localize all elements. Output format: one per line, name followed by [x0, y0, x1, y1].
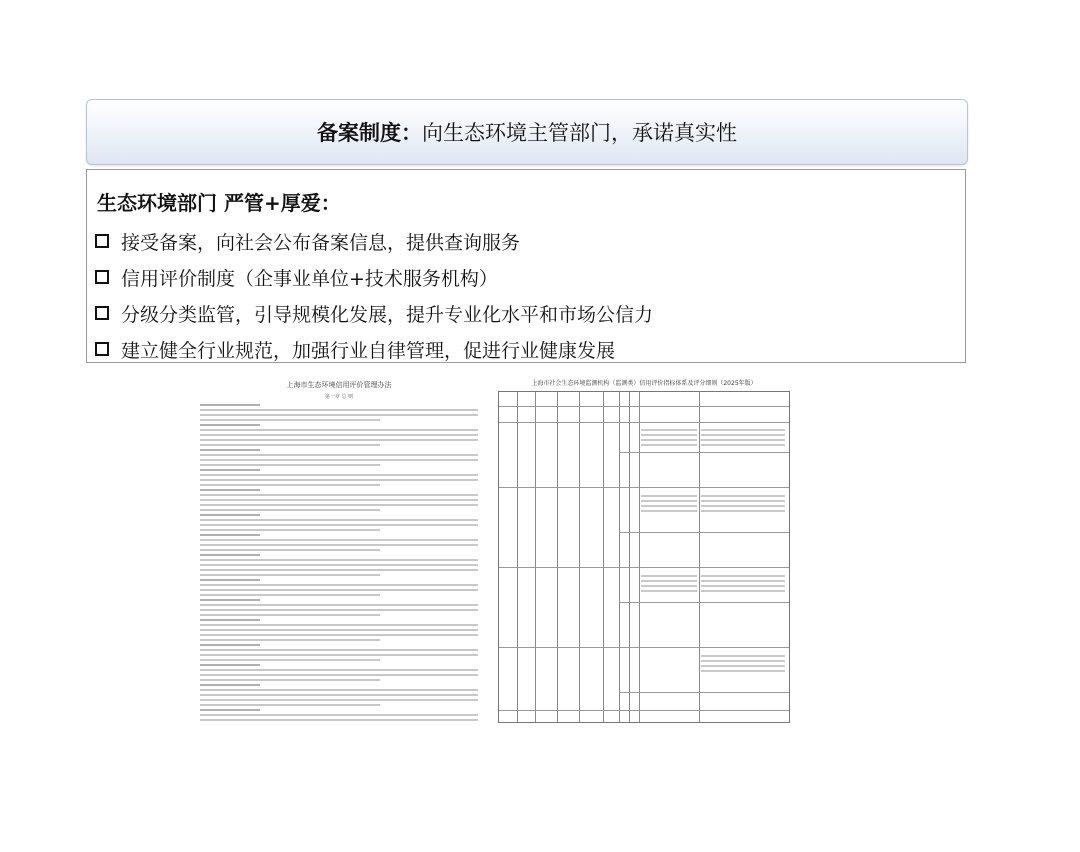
table-text-line — [701, 585, 785, 587]
document-text-line — [200, 469, 260, 471]
document-chapter: 第一章 总 则 — [324, 394, 354, 400]
table-text-line — [641, 590, 697, 592]
document-text-line — [200, 574, 380, 576]
document-text-line — [200, 434, 478, 436]
document-text-line — [200, 464, 380, 466]
banner-title-rest: 向生态环境主管部门，承诺真实性 — [422, 121, 737, 145]
table-row-line — [499, 487, 789, 488]
document-text-line — [200, 424, 260, 426]
document-text-line — [200, 654, 478, 656]
document-text-line — [200, 484, 380, 486]
document-text-line — [200, 569, 478, 571]
table-row-line — [499, 406, 789, 407]
document-text-line — [200, 449, 260, 451]
table-column-line — [535, 392, 536, 722]
table-column-line — [557, 392, 558, 722]
document-body — [196, 404, 482, 721]
document-text-line — [200, 609, 478, 611]
document-text-line — [200, 504, 478, 506]
table-text-line — [701, 495, 785, 497]
document-text-line — [200, 639, 380, 641]
table-text-line — [701, 505, 785, 507]
document-text-line — [200, 589, 478, 591]
document-text-line — [200, 564, 478, 566]
document-text-line — [200, 694, 478, 696]
document-text-line — [200, 619, 260, 621]
document-text-line — [200, 549, 380, 551]
bullet-text: 信用评价制度（企事业单位+技术服务机构） — [121, 267, 498, 290]
table-text-line — [701, 439, 785, 441]
table-text-line — [701, 670, 785, 672]
document-text-line — [200, 519, 478, 521]
document-text-line — [200, 509, 380, 511]
document-text-line — [200, 419, 380, 421]
document-text-line — [200, 679, 380, 681]
table-text-line — [701, 510, 785, 512]
document-text-line — [200, 699, 478, 701]
document-title: 上海市生态环境信用评价管理办法 — [286, 381, 392, 389]
document-text-line — [200, 539, 478, 541]
document-text-line — [200, 454, 478, 456]
document-text-line — [200, 534, 260, 536]
table-text-line — [701, 500, 785, 502]
document-text-line — [200, 559, 478, 561]
square-bullet-icon — [95, 270, 109, 284]
document-text-line — [200, 644, 260, 646]
content-panel — [86, 169, 966, 363]
table-text-line — [641, 434, 697, 436]
table-row-line — [499, 567, 789, 568]
table-cell-text — [641, 572, 697, 595]
document-text-line — [200, 439, 478, 441]
table-row-line — [499, 422, 789, 423]
table-text-line — [641, 500, 697, 502]
table-text-line — [641, 580, 697, 582]
table-text-line — [701, 444, 785, 446]
table-column-line — [603, 392, 604, 722]
document-text-line — [200, 409, 478, 411]
table-cell-text — [701, 492, 785, 515]
table-row-line — [619, 602, 789, 603]
document-text-line — [200, 474, 478, 476]
document-text-line — [200, 554, 260, 556]
table-row-line — [499, 710, 789, 711]
document-text-line — [200, 429, 478, 431]
table-column-line — [699, 392, 700, 722]
document-text-line — [200, 649, 478, 651]
list-item — [95, 223, 653, 259]
document-text-line — [200, 524, 478, 526]
bullet-list — [95, 223, 653, 367]
table-title: 上海市社会生态环境监测机构（监测类）信用评价指标体系及评分细则（2025年版） — [531, 380, 757, 387]
table-text-line — [641, 495, 697, 497]
table-cell-text — [641, 426, 697, 449]
document-text-line — [200, 604, 478, 606]
document-text-line — [200, 714, 478, 716]
document-text-line — [200, 664, 260, 666]
table-cell-text — [701, 652, 785, 675]
banner-title-bold: 备案制度： — [317, 121, 422, 145]
bullet-text: 分级分类监管，引导规模化发展，提升专业化水平和市场公信力 — [121, 303, 654, 326]
document-text-line — [200, 599, 260, 601]
table-column-line — [619, 392, 620, 722]
table-text-line — [641, 429, 697, 431]
table-cell-text — [701, 572, 785, 595]
document-text-line — [200, 479, 478, 481]
table-column-line — [579, 392, 580, 722]
table-text-line — [641, 444, 697, 446]
document-text-line — [200, 444, 380, 446]
square-bullet-icon — [95, 306, 109, 320]
table-row-line — [619, 452, 789, 453]
banner — [86, 99, 968, 165]
document-text-line — [200, 669, 478, 671]
table-column-line — [639, 392, 640, 722]
table-text-line — [701, 429, 785, 431]
document-text-line — [200, 529, 380, 531]
document-text-line — [200, 514, 260, 516]
document-text-line — [200, 634, 478, 636]
table-column-line — [629, 392, 630, 722]
document-text-line — [200, 629, 478, 631]
table-text-line — [701, 580, 785, 582]
document-text-line — [200, 684, 260, 686]
table-text-line — [701, 665, 785, 667]
document-text-line — [200, 584, 478, 586]
document-text-line — [200, 459, 478, 461]
document-text-line — [200, 494, 478, 496]
table-text-line — [701, 590, 785, 592]
document-text-line — [200, 594, 380, 596]
table-row-line — [619, 532, 789, 533]
banner-title — [317, 117, 737, 147]
document-text-line — [200, 414, 478, 416]
table-row-line — [619, 692, 789, 693]
document-text-line — [200, 489, 260, 491]
document-text-line — [200, 614, 380, 616]
panel-heading: 生态环境部门 严管+厚爱： — [97, 191, 341, 215]
table-text-line — [701, 575, 785, 577]
bullet-text: 接受备案，向社会公布备案信息，提供查询服务 — [121, 231, 521, 254]
document-text-line — [200, 689, 478, 691]
document-text-line — [200, 674, 478, 676]
table-text-line — [641, 585, 697, 587]
document-text-line — [200, 499, 478, 501]
list-item — [95, 331, 653, 367]
document-text-line — [200, 659, 380, 661]
table-text-line — [641, 505, 697, 507]
table-text-line — [641, 510, 697, 512]
document-text-line — [200, 709, 260, 711]
document-text-line — [200, 719, 478, 721]
evaluation-table-image — [498, 376, 790, 724]
table-row-line — [499, 647, 789, 648]
bullet-text: 建立健全行业规范，加强行业自律管理，促进行业健康发展 — [121, 339, 616, 362]
regulation-document-image — [196, 372, 482, 724]
document-text-line — [200, 404, 260, 406]
table-grid — [498, 391, 790, 723]
table-column-line — [517, 392, 518, 722]
document-text-line — [200, 704, 380, 706]
square-bullet-icon — [95, 234, 109, 248]
table-text-line — [701, 655, 785, 657]
square-bullet-icon — [95, 342, 109, 356]
list-item — [95, 295, 653, 331]
document-text-line — [200, 624, 478, 626]
table-text-line — [701, 660, 785, 662]
table-text-line — [641, 439, 697, 441]
table-cell-text — [641, 492, 697, 515]
table-cell-text — [701, 426, 785, 449]
table-text-line — [641, 575, 697, 577]
document-text-line — [200, 579, 260, 581]
list-item — [95, 259, 653, 295]
table-text-line — [701, 434, 785, 436]
document-text-line — [200, 544, 478, 546]
